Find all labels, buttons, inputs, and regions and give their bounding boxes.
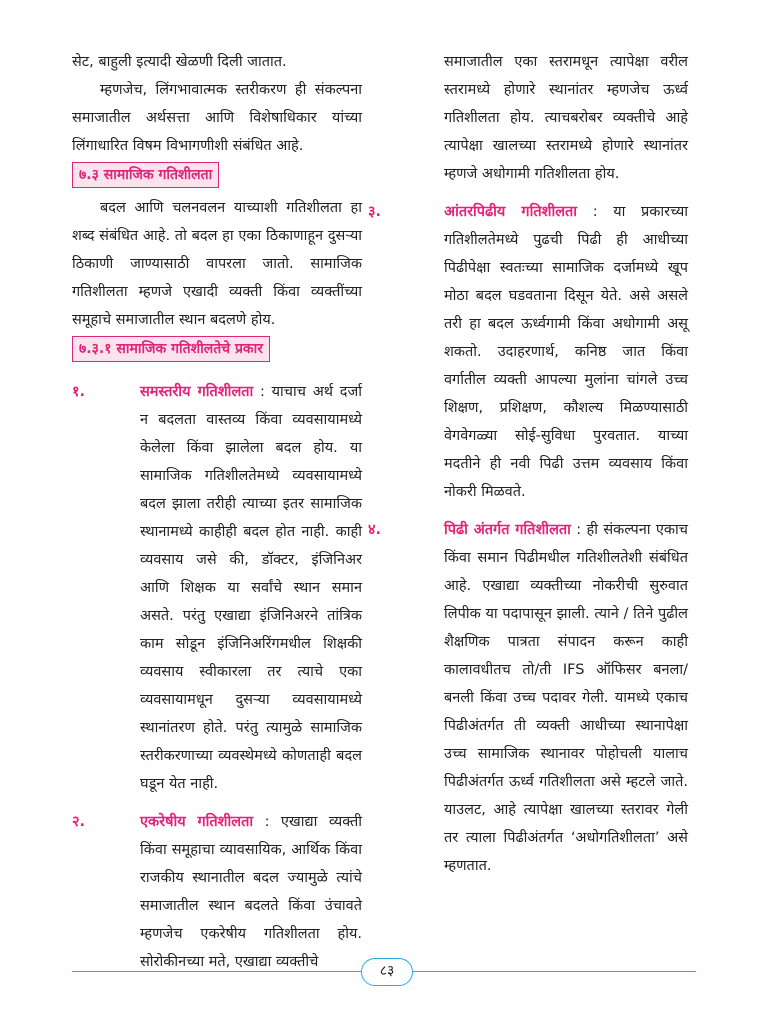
section-heading: ७.३ सामाजिक गतिशीलता bbox=[72, 162, 219, 188]
paragraph: समाजातील एका स्तरामधून त्यापेक्षा वरील स्तरामध्ये होणारे स्थानांतर म्हणजेच ऊर्ध्व गतिशीलता होय. त्याचबरोबर व्यक्तीचे आहे त्यापेक्षा खालच्या स्तरामध्ये होणारे स्थानांतर म्हणजे अधोगामी गतिशीलता होय. bbox=[444, 54, 688, 182]
footer-rule-right bbox=[413, 971, 696, 972]
list-item bbox=[72, 378, 362, 798]
list-item bbox=[368, 516, 688, 880]
footer-rule-left bbox=[72, 971, 362, 972]
list-item-number: १. bbox=[72, 384, 86, 400]
page-number: ८३ bbox=[361, 958, 413, 986]
list-item-number: २. bbox=[72, 814, 86, 830]
list-item-term: एकरेषीय गतिशीलता bbox=[140, 814, 254, 830]
paragraph: बदल आणि चलनवलन याच्याशी गतिशीलता हा शब्द संबंधित आहे. तो बदल हा एका ठिकाणाहून दुसऱ्या ठिकाणी जाण्यासाठी वापरला जातो. सामाजिक गतिशीलता म्हणजे एखादी व्यक्ती किंवा व्यक्तींच्या समूहाचे समाजातील स्थान बदलणे होय. bbox=[72, 200, 362, 328]
list-item-term: पिढी अंतर्गत गतिशीलता bbox=[444, 522, 571, 538]
paragraph: सेट, बाहुली इत्यादी खेळणी दिली जातात. bbox=[72, 54, 287, 70]
right-column bbox=[368, 48, 688, 880]
list-item-term: आंतरपिढीय गतिशीलता bbox=[444, 204, 578, 220]
paragraph: म्हणजेच, लिंगभावात्मक स्तरीकरण ही संकल्पना समाजातील अर्थसत्ता आणि विशेषाधिकार यांच्या लिंगाधारित विषम विभागणीशी संबंधित आहे. bbox=[72, 82, 362, 154]
list-item-text: : याचाच अर्थ दर्जा न बदलता वास्तव्य किंवा व्यवसायामध्ये केलेला किंवा झालेला बदल होय. या सामाजिक गतिशीलतेमध्ये व्यवसायामध्ये बदल झाला तरीही त्याच्या इतर सामाजिक स्थानामध्ये काहीही बदल होत नाही. काही व्यवसाय जसे की, डॉक्टर, इंजिनिअर आणि शिक्षक या सर्वांचे स्थान समान असते. परंतु एखाद्या इंजिनिअरने तांत्रिक काम सोडून इंजिनिअरिंगमधील शिक्षकी व्यवसाय स्वीकारला तर त्याचे एका व्यवसायामधून दुसऱ्या व्यवसायामध्ये स्थानांतरण होते. परंतु त्यामुळे सामाजिक स्तरीकरणाच्या व्यवस्थेमध्ये कोणताही बदल घडून येत नाही. bbox=[140, 384, 362, 792]
list-item-number: ४. bbox=[368, 522, 382, 538]
list-item-text: : ही संकल्पना एकाच किंवा समान पिढीमधील गतिशीलतेशी संबंधित आहे. एखाद्या व्यक्तीच्या नोकरीची सुरुवात लिपीक या पदापासून झाली. त्याने / तिने पुढील शैक्षणिक पात्रता संपादन करून काही कालावधीतच तो/ती IFS ऑफिसर बनला/बनली किंवा उच्च पदावर गेली. यामध्ये एकाच पिढीअंतर्गत ती व्यक्ती आधीच्या स्थानापेक्षा उच्च सामाजिक स्थानावर पोहोचली यालाच पिढीअंतर्गत ऊर्ध्व गतिशीलता असे म्हटले जाते. याउलट, आहे त्यापेक्षा खालच्या स्तरावर गेली तर त्याला पिढीअंतर्गत ‘अधोगतिशीलता’ असे म्हणतात. bbox=[444, 522, 688, 874]
list-item-text: : या प्रकारच्या गतिशीलतेमध्ये पुढची पिढी ही आधीच्या पिढीपेक्षा स्वतःच्या सामाजिक दर्जामध्ये खूप मोठा बदल घडवताना दिसून येते. असे असले तरी हा बदल ऊर्ध्वगामी किंवा अधोगामी असू शकतो. उदाहरणार्थ, कनिष्ठ जात किंवा वर्गातील व्यक्ती आपल्या मुलांना चांगले उच्च शिक्षण, प्रशिक्षण, कौशल्य मिळण्यासाठी वेगवेगळ्या सोई-सुविधा पुरवतात. याच्या मदतीने ही नवी पिढी उत्तम व्यवसाय किंवा नोकरी मिळवते. bbox=[444, 204, 688, 500]
list-item bbox=[368, 198, 688, 506]
subsection-heading: ७.३.१ सामाजिक गतिशीलतेचे प्रकार bbox=[72, 336, 270, 362]
list-item-term: समस्तरीय गतिशीलता bbox=[140, 384, 254, 400]
list-item-number: ३. bbox=[368, 204, 382, 220]
list-item bbox=[72, 808, 362, 976]
list-item-text: : एखाद्या व्यक्ती किंवा समूहाचा व्यावसायिक, आर्थिक किंवा राजकीय स्थानातील बदल ज्यामुळे त्यांचे समाजातील स्थान बदलते किंवा उंचावते म्हणजेच एकरेषीय गतिशीलता होय. सोरोकीनच्या मते, एखाद्या व्यक्तीचे bbox=[140, 814, 362, 970]
left-column bbox=[72, 48, 362, 976]
